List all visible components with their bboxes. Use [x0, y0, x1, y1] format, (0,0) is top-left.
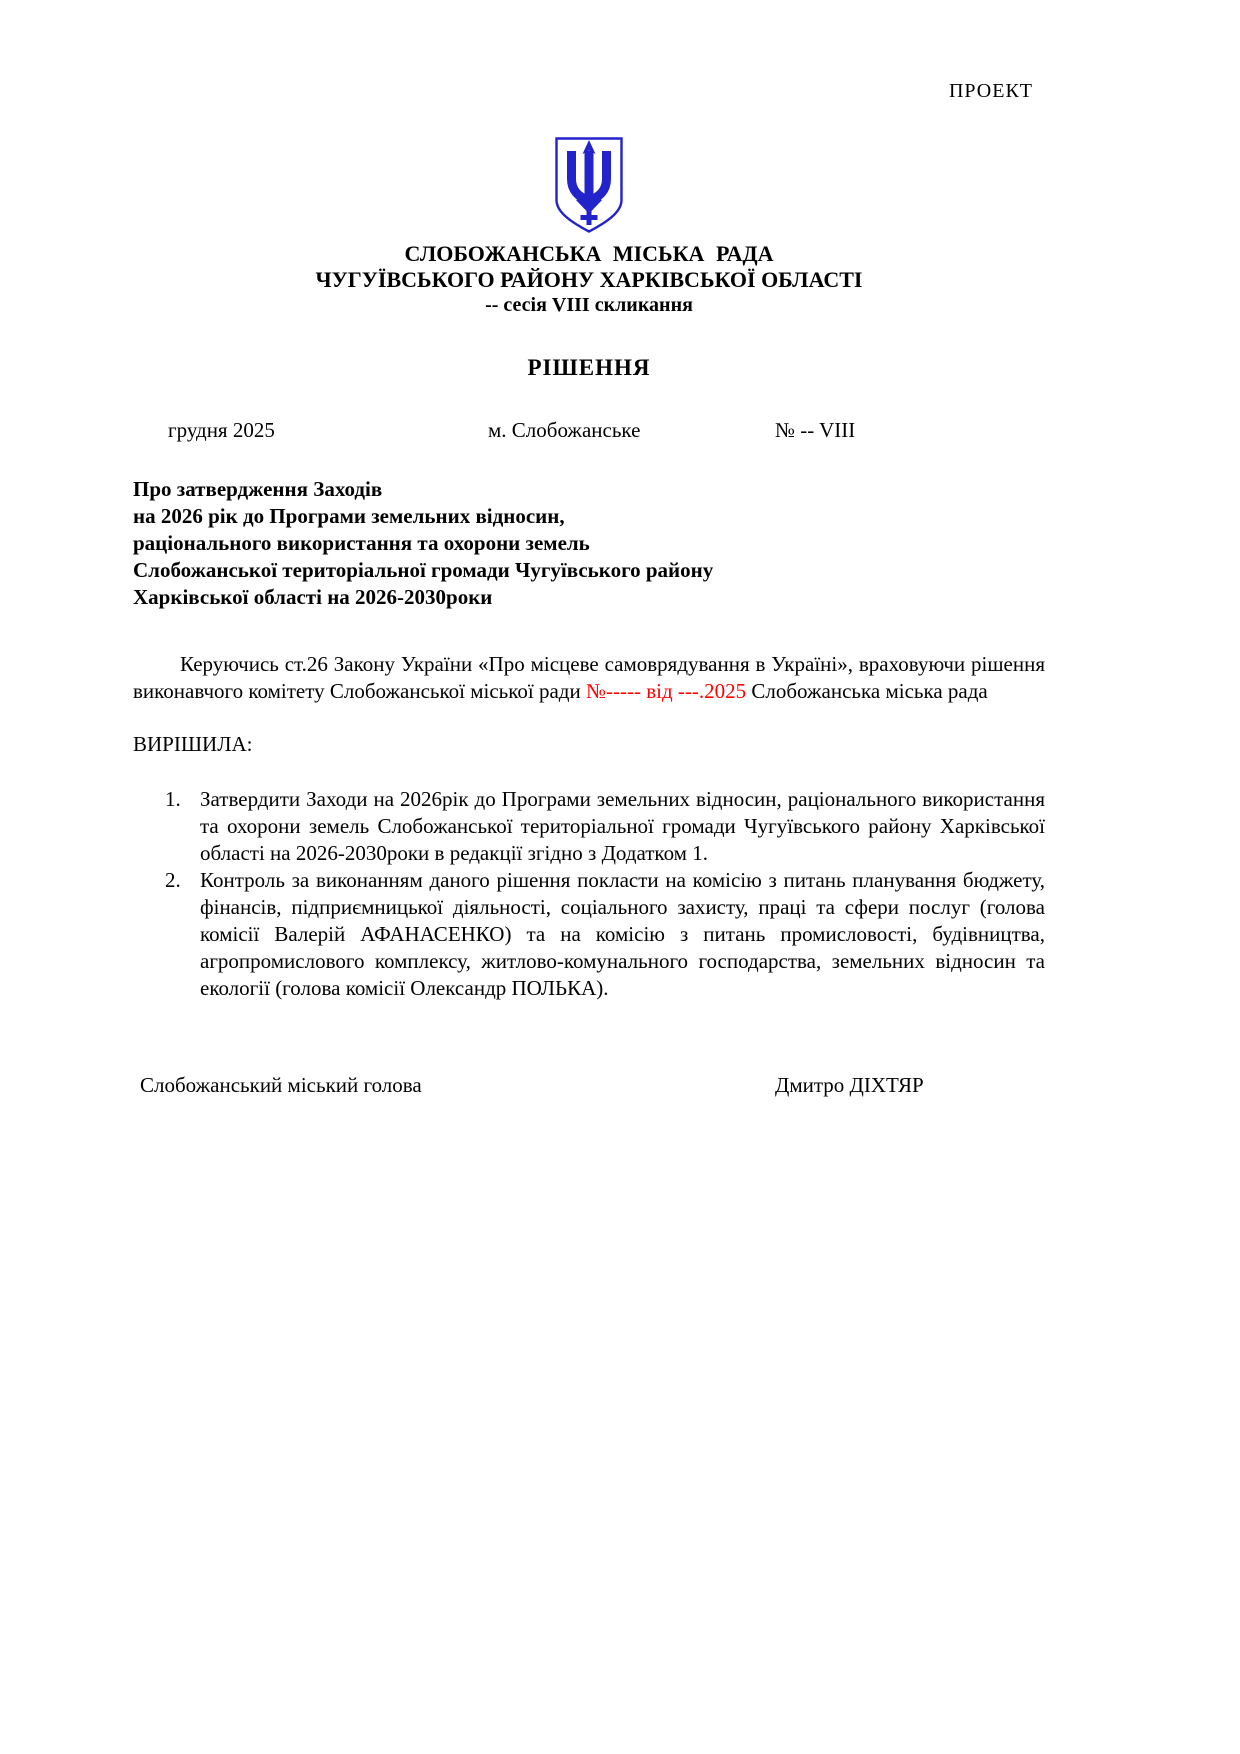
- list-item-text: Затвердити Заходи на 2026рік до Програми земельних відносин, раціонального використання та охорони земель Слобожанської територіальної громади Чугуївського району Харківської області на 2026-2030роки в редакції згідно з Додатком 1.: [200, 787, 1045, 865]
- preamble-highlighted-number: №----- від ---.2025: [585, 679, 747, 703]
- list-item: [133, 867, 1045, 1002]
- org-name-line1: СЛОБОЖАНСЬКА МІСЬКА РАДА: [404, 241, 774, 266]
- ukraine-trident-icon: [554, 220, 624, 237]
- list-item-number: 2.: [165, 868, 181, 892]
- emblem-container: [133, 137, 1045, 233]
- resolution-word: ВИРІШИЛА:: [133, 732, 253, 756]
- subject-line: Слобожанської територіальної громади Чугуївського району: [133, 558, 714, 582]
- list-item-number: 1.: [165, 787, 181, 811]
- session-line: -- сесія VIII скликання: [485, 294, 693, 316]
- subject-line: на 2026 рік до Програми земельних відносин,: [133, 504, 565, 528]
- resolution-list: [133, 786, 1045, 1002]
- subject-line: Харківської області на 2026-2030роки: [133, 585, 493, 609]
- document-number: № -- VIII: [775, 418, 856, 442]
- preamble-text-part1: Керуючись ст.26 Закону України «Про місцеве самоврядування в Україні», враховуючи рішення виконавчого комітету Слобожанської міської ради: [133, 652, 1045, 703]
- document-type-title: РІШЕННЯ: [527, 355, 651, 380]
- meta-row: [133, 417, 1045, 444]
- preamble-text-part2: Слобожанська міська рада: [746, 679, 988, 703]
- document-place: м. Слобожанське: [488, 418, 641, 442]
- subject-line: Про затвердження Заходів: [133, 477, 383, 501]
- draft-label: ПРОЕКТ: [948, 80, 1033, 102]
- list-item-text: Контроль за виконанням даного рішення покласти на комісію з питань планування бюджету, фінансів, підприємницької діяльності, соціального захисту, праці та сфери послуг (голова комісії Валерій АФАНАСЕНКО) та на комісію з питань промисловості, будівництва, агропромислового комплексу, житлово-комунального господарства, земельних відносин та екології (голова комісії Олександр ПОЛЬКА).: [200, 868, 1045, 1000]
- document-content: [133, 0, 1045, 1099]
- signer-name: Дмитро ДІХТЯР: [775, 1073, 924, 1097]
- subject-block: [133, 476, 1045, 611]
- signer-title: Слобожанський міський голова: [140, 1073, 422, 1097]
- subject-line: раціонального використання та охорони земель: [133, 531, 590, 555]
- signature-row: [133, 1072, 1045, 1099]
- list-item: [133, 786, 1045, 867]
- document-date: грудня 2025: [168, 418, 275, 442]
- preamble-paragraph: [133, 651, 1045, 705]
- org-name-line2: ЧУГУЇВСЬКОГО РАЙОНУ ХАРКІВСЬКОЇ ОБЛАСТІ: [315, 267, 863, 292]
